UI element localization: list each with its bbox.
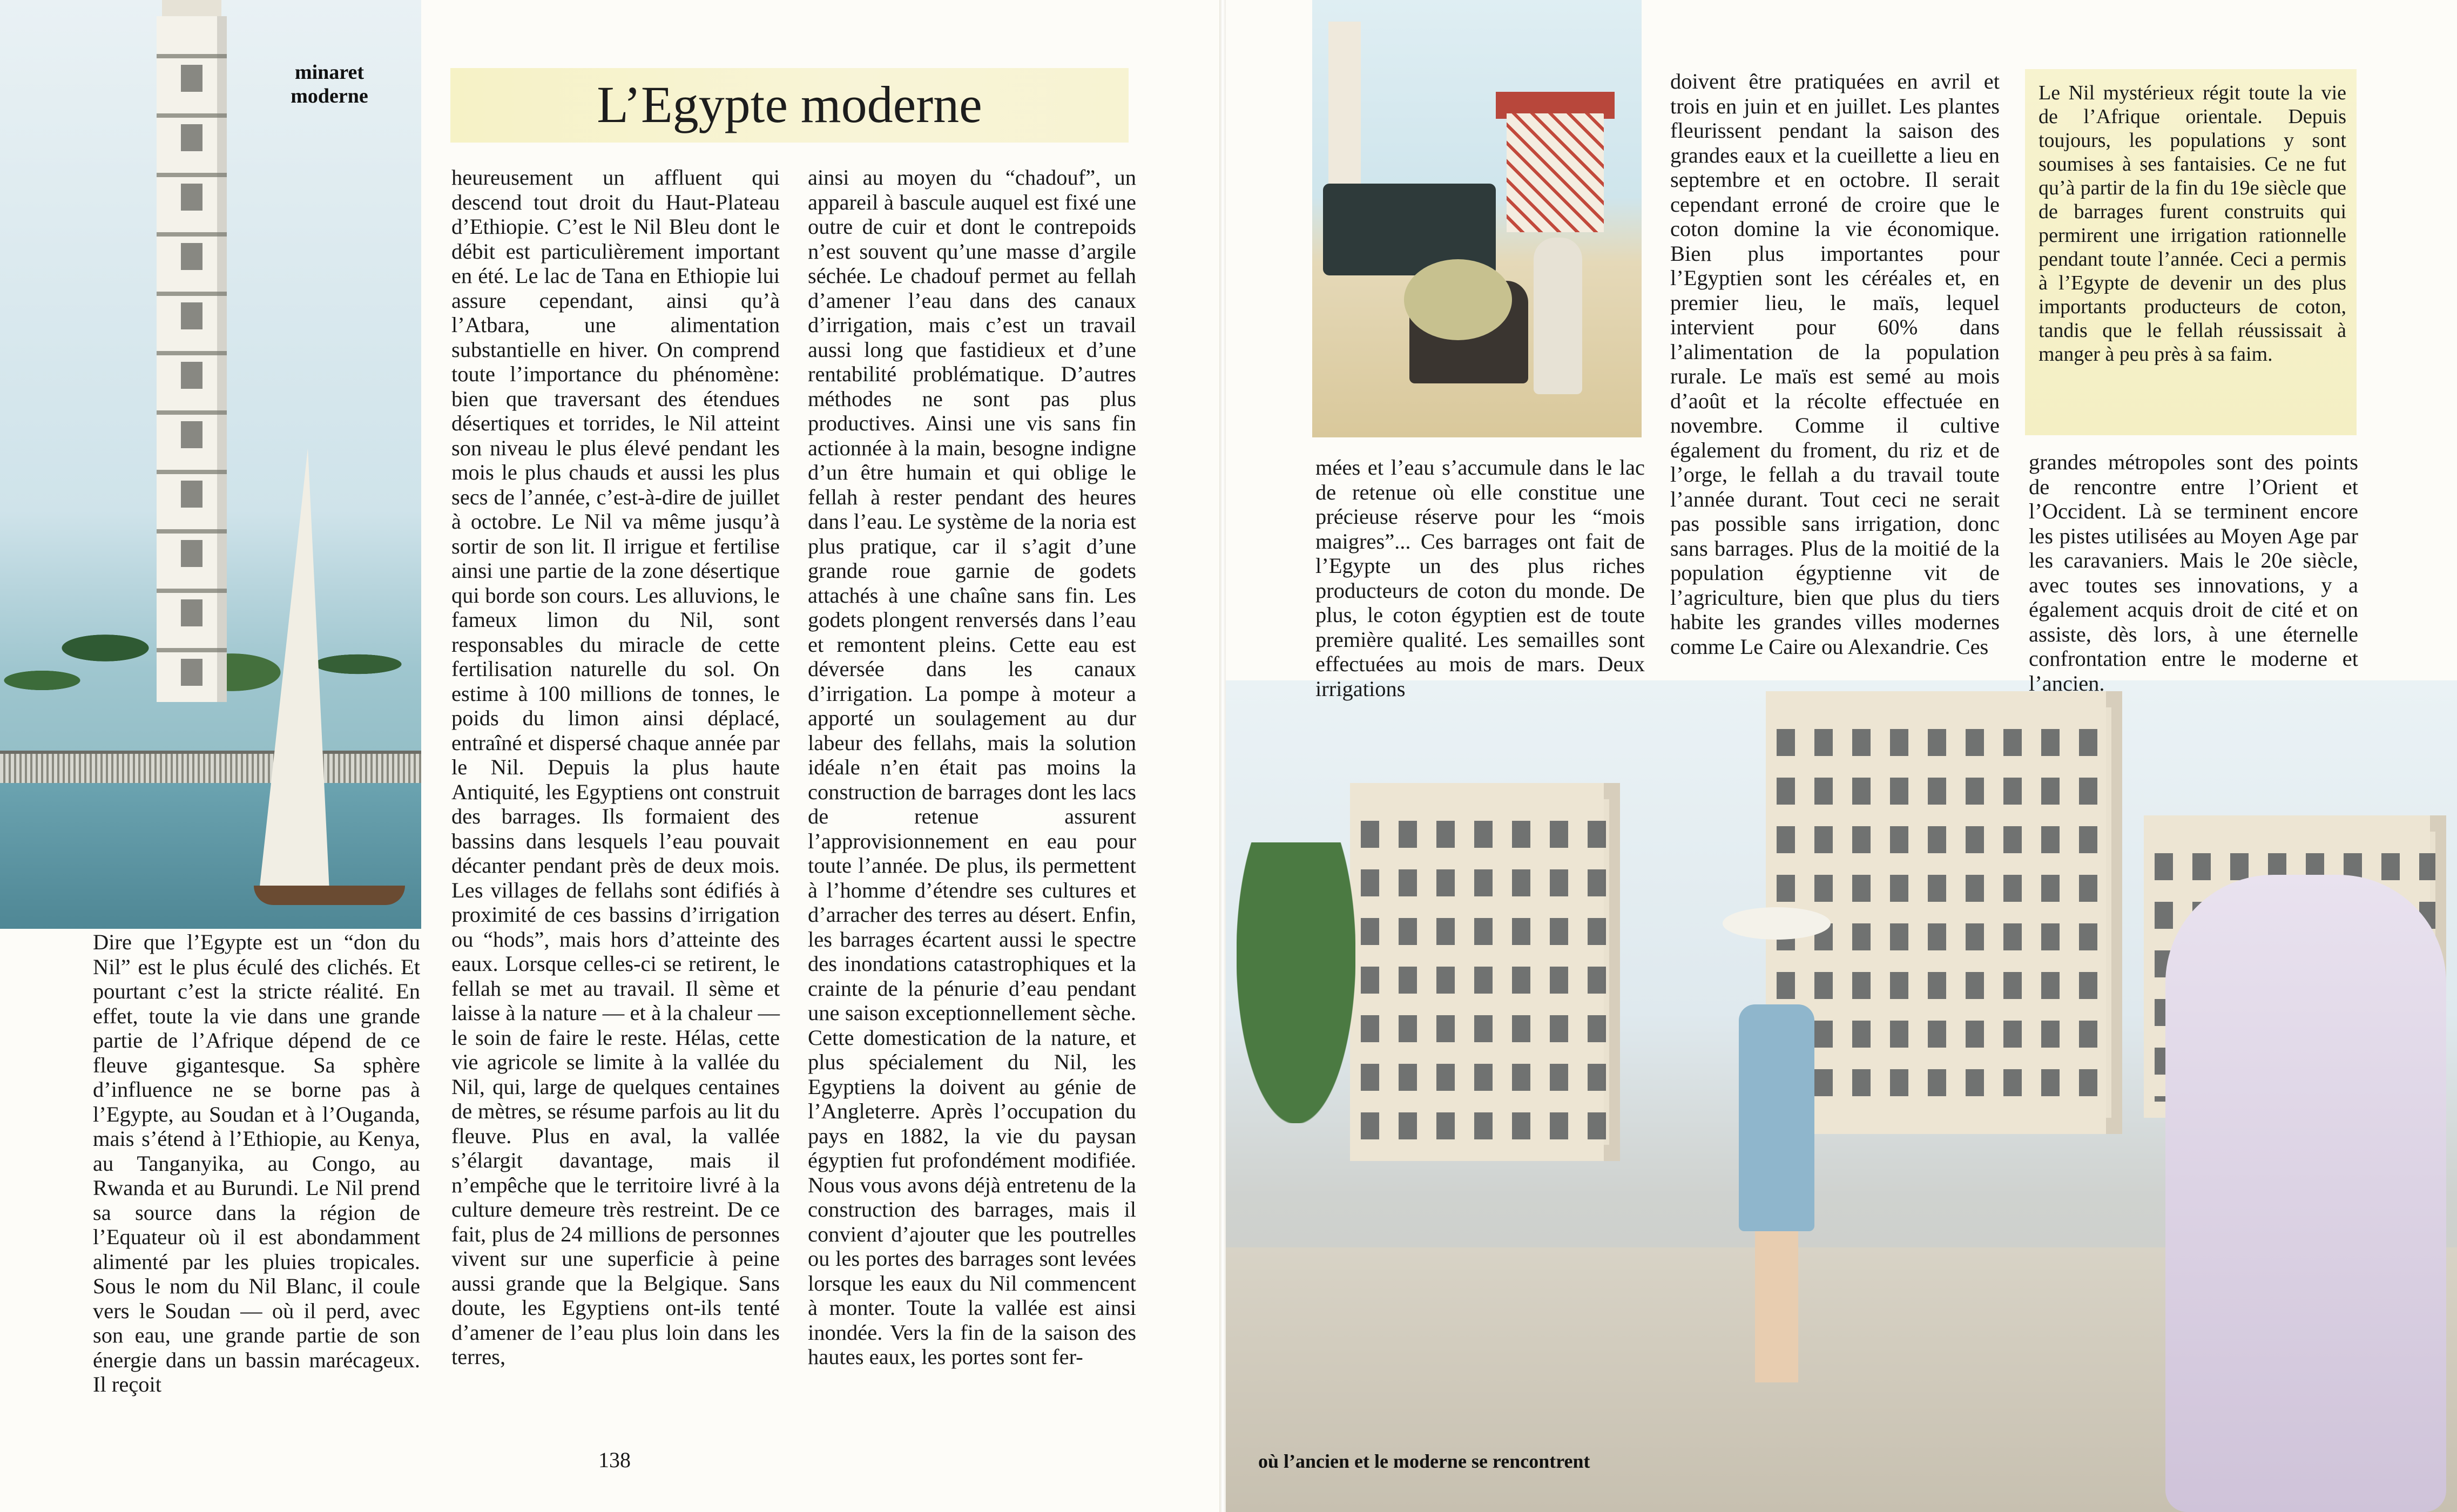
text-column-right-2: [1670, 69, 2000, 659]
left-page: [0, 0, 1220, 1512]
text-column-left: [93, 930, 420, 1397]
apartment-building: [1350, 783, 1620, 1161]
text-column-right-3: [2029, 450, 2358, 696]
sidebar-box-text: [2039, 81, 2346, 366]
bridge: [0, 751, 421, 786]
felucca-hull: [254, 886, 405, 905]
felucca-sail: [259, 448, 329, 891]
minaret-illustration: [0, 0, 421, 929]
paragraph: Dire que l’Egypte est un “don du Nil” est le plus éculé des clichés. Et pourtant c’est la stricte réalité. En effet, toute la vie dans une grande partie de l’Afrique dépend de ce fleuve gigantesque. Sa sphère d’influence ne se borne pas à l’Egypte, au Soudan et à l’Ouganda, mais s’étend à l’Ethiopie, au Kenya, au Tanganyika, au Congo, au Rwanda et au Burundi. Le Nil prend sa source dans la région de l’Equateur où il est abondamment alimenté par les pluies tropicales. Sous le nom du Nil Blanc, il coule vers le Soudan — où il perd, avec son eau, une grande partie de son énergie dans un bassin marécageux. Il reçoit: [93, 930, 420, 1396]
right-page: [1226, 0, 2457, 1512]
text-column-middle-1: [451, 165, 780, 1369]
text-column-middle-2: [808, 165, 1136, 1369]
village-illustration: [1312, 0, 1642, 437]
street-tree: [1237, 842, 1355, 1123]
city-street-illustration: [1226, 680, 2457, 1512]
paragraph: grandes métropoles sont des points de rencontre entre l’Orient et l’Occident. Là se terminent encore les pistes utilisées au Moyen Age par les caravaniers. Mais le 20e siècle, avec toutes ses innovations, y a également acquis droit de cité et on assiste, dès lors, à une éternelle confrontation entre le moderne et l’ancien.: [2029, 450, 2358, 696]
guard-kiosk: [1507, 113, 1604, 232]
modern-woman-figure: [1717, 907, 1836, 1393]
veiled-woman-figure: [2165, 875, 2446, 1512]
text-column-right-1: [1315, 455, 1645, 701]
paragraph: ainsi au moyen du “chadouf”, un appareil à bascule auquel est fixé une outre de cuir et dont le contrepoids n’est souvent qu’une masse d’argile séchée. Le chadouf permet au fellah d’amener l’eau dans des canaux d’irrigation, mais c’est un travail aussi long que fastidieux et d’une rentabilité problématique. D’autres méthodes ne sont pas plus productives. Ainsi une vis sans fin actionnée à la main, besogne indigne d’un être humain et qui oblige le fellah à rester pendant des heures dans l’eau. Le système de la noria est plus pratique, car il s’agit d’une grande roue garnie de godets attachés à une chaîne sans fin. Les godets plongent renversés dans l’eau et remontent pleins. Cette eau est déversée dans les canaux d’irrigation. La pompe à moteur a apporté un soulagement au dur labeur des fellahs, mais la solution idéale n’en était pas moins la construction de barrages dont les lacs de retenue assurent l’approvisionnement en eau pour toute l’année. De plus, ils permettent à l’homme d’étendre ses cultures et d’arracher des terres au désert. Enfin, les barrages écartent aussi le spectre des inondations catastrophiques et la crainte de la pénurie d’eau pendant une saison exceptionnellement sèche. Cette domestication de la nature, et plus spécialement du Nil, les Egyptiens la doivent au génie de l’Angleterre. Après l’occupation du pays en 1882, la vie du paysan égyptien fut profondément modifiée. Nous vous avons déjà entretenu de la construction des barrages, mais il convient d’ajouter que les poutrelles ou les portes des barrages sont levées lorsque les eaux du Nil commencent à monter. Toute la vallée est ainsi inondée. Vers la fin de la saison des hautes eaux, les portes sont fer-: [808, 165, 1136, 1369]
page-title: L’Egypte moderne: [597, 76, 982, 133]
paragraph: heureusement un affluent qui descend tout droit du Haut-Plateau d’Ethiopie. C’est le Nil Bleu dont le débit est particulièrement important en été. Le lac de Tana en Ethiopie lui assure cependant, ainsi qu’à l’Atbara, une alimentation substantielle en hiver. On comprend toute l’importance du phénomène: bien que traversant des étendues désertiques et torrides, le Nil atteint son niveau le plus élevé pendant les mois le plus chauds et aussi les plus secs de l’année, c’est-à-dire de juillet à octobre. Le Nil va même jusqu’à sortir de son lit. Il irrigue et fertilise ainsi une partie de la zone désertique qui borde son cours. Les alluvions, le fameux limon du Nil, sont responsables du miracle de cette fertilisation naturelle du sol. On estime à 100 millions de tonnes, le poids du limon ainsi déplacé, entraîné et dispersé chaque année par le Nil. Depuis la plus haute Antiquité, les Egyptiens ont construit des barrages. Ils formaient des bassins dans lesquels l’eau pouvait décanter pendant près de deux mois. Les villages de fellahs sont édifiés à proximité de ces bassins d’irrigation ou “hods”, mais hors d’atteinte des eaux. Lorsque celles-ci se retirent, le fellah se met au travail. Il sème et laisse à la nature — et à la chaleur — le soin de faire le reste. Hélas, cette vie agricole se limite à la vallée du Nil, qui, large de quelques centaines de mètres, se résume parfois au lit du fleuve. Plus en aval, la vallée s’élargit davantage, mais il n’empêche que le territoire livré à la culture demeure très restreint. De ce fait, plus de 24 millions de personnes vivent sur une superficie à peine aussi grande que la Belgique. Sans doute, les Egyptiens ont-ils tenté d’amener de l’eau plus loin dans les terres,: [451, 165, 780, 1369]
cotton-bundle: [1404, 259, 1512, 340]
paragraph: mées et l’eau s’accumule dans le lac de retenue où elle constitue une précieuse réserve pour les “mois maigres”... Ces barrages ont fait de l’Egypte un des plus riches producteurs de coton du monde. De plus, le coton égyptien est de toute première qualité. Les semailles sont effectuées au mois de mars. Deux irrigations: [1315, 455, 1645, 701]
paragraph: doivent être pratiquées en avril et trois en juin et en juillet. Les plantes fleurissent pendant la saison des grandes eaux et la cueillette a lieu en septembre et en octobre. Il serait cependant erroné de croire que le coton domine la vie économique. Bien plus importantes pour l’Egyptien sont les céréales et, en premier lieu, le maïs, lequel intervient pour 60% dans l’alimentation de la population rurale. Le maïs est semé au mois d’août et la récolte effectuée en novembre. Comme il cultive également du froment, du riz et de l’orge, le fellah a du travail toute l’année durant. Tout ceci ne serait pas possible sans irrigation, donc sans barrages. Plus de la moitié de la population égyptienne vit de l’agriculture, bien que plus du tiers habite les grandes villes modernes comme Le Caire ou Alexandrie. Ces: [1670, 69, 2000, 659]
minaret-windows: [181, 65, 202, 686]
caption-street: où l’ancien et le moderne se rencontrent: [1258, 1450, 1590, 1472]
nile-water: [0, 783, 421, 929]
paragraph: Le Nil mystérieux régit toute la vie de l’Afrique orientale. Depuis toujours, les populations y sont soumises à ses fantaisies. Ce ne fut qu’à partir de la fin du 19e siècle que de barrages furent construits qui permirent une irrigation rationnelle pendant toute l’année. Ceci a permis à l’Egypte de devenir un des plus importants producteurs de coton, tandis que le fellah réussissait à manger à peu près à sa faim.: [2039, 82, 2346, 366]
fellah-figure: [1534, 238, 1582, 394]
page-number: 138: [598, 1448, 631, 1472]
caption-minaret: minaret moderne: [291, 61, 368, 107]
